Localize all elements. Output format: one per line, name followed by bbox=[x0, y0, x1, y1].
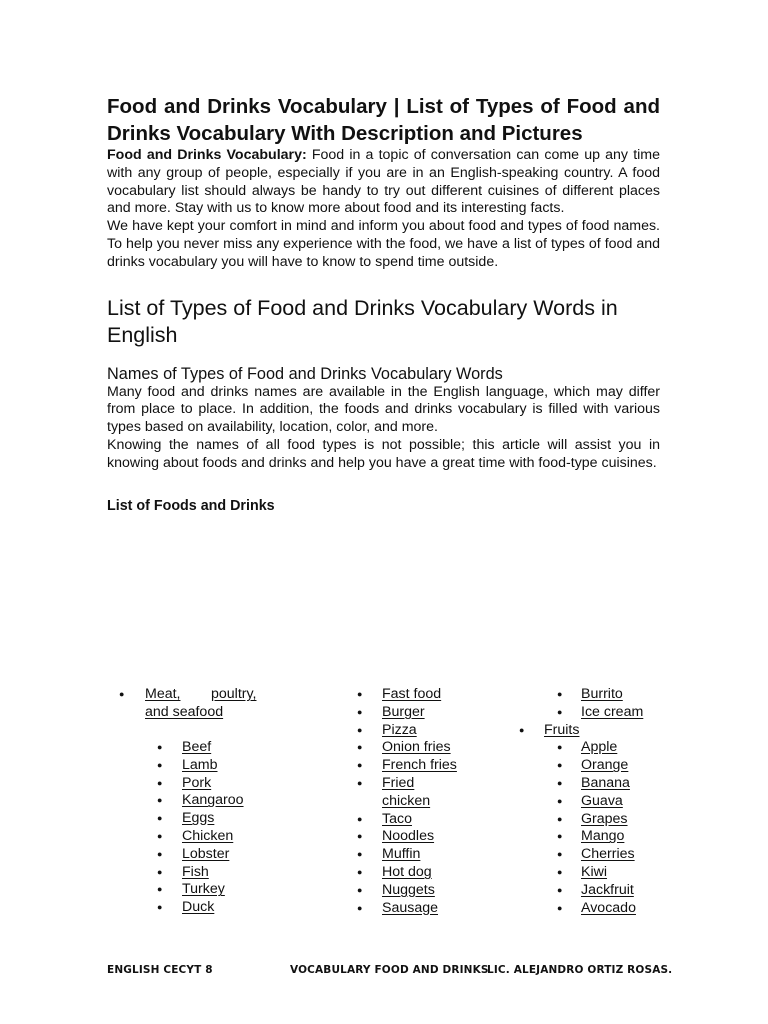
document-page bbox=[107, 93, 660, 515]
bullet-icon: ● bbox=[157, 742, 163, 752]
bullet-icon: ● bbox=[357, 884, 363, 895]
bullet-icon: ● bbox=[557, 742, 563, 753]
bullet-icon: ● bbox=[557, 778, 563, 788]
list-item bbox=[382, 757, 457, 775]
list-item bbox=[581, 811, 628, 829]
list-item bbox=[581, 828, 624, 846]
list-item bbox=[182, 864, 209, 882]
intro-text: Food in a topic of conversation can come up any time with any group of people, especially if you are in an English-speaking country. A food vocabulary list should always be handy to try out different cuisines of different places and more. Stay with us to know more about food and its interesting facts. bbox=[107, 147, 660, 217]
list-item bbox=[382, 846, 420, 864]
list-title: List of Foods and Drinks bbox=[107, 497, 275, 514]
bullet-icon: ● bbox=[357, 813, 363, 824]
bullet-icon: ● bbox=[119, 689, 125, 699]
list-link-onion-fries[interactable]: Onion fries bbox=[382, 739, 451, 756]
list-link-pizza[interactable]: Pizza bbox=[382, 721, 417, 738]
list-link-banana[interactable]: Banana bbox=[581, 775, 630, 791]
bullet-icon: ● bbox=[557, 760, 563, 771]
list-link-burger[interactable]: Burger bbox=[382, 703, 425, 720]
bullet-icon: ● bbox=[557, 831, 563, 842]
bullet-icon: ● bbox=[557, 849, 563, 860]
list-item bbox=[182, 828, 233, 846]
list-item bbox=[182, 739, 211, 757]
bullet-icon: ● bbox=[157, 866, 163, 877]
bullet-icon: ● bbox=[519, 724, 525, 735]
list-link-seafood[interactable]: and seafood bbox=[145, 703, 224, 720]
bullet-icon: ● bbox=[557, 867, 563, 877]
paragraph-comfort: We have kept your comfort in mind and inform you about food and types of food names. To help you never miss any experience with the food, we have a list of types of food and drinks vocabulary you will have to know to spend time outside. bbox=[107, 218, 660, 270]
bullet-icon: ● bbox=[157, 848, 163, 859]
list-link-burrito[interactable]: Burrito bbox=[581, 686, 623, 702]
paragraph-knowing: Knowing the names of all food types is not possible; this article will assist you in knowing about foods and drinks and help you have a great time with food-type cuisines. bbox=[107, 436, 660, 471]
list-item bbox=[145, 704, 223, 722]
list-item bbox=[211, 686, 256, 704]
list-link-muffin[interactable]: Muffin bbox=[382, 846, 421, 863]
bullet-icon: ● bbox=[357, 742, 363, 753]
list-link-fish[interactable]: Fish bbox=[182, 863, 209, 880]
list-link-french-fries[interactable]: French fries bbox=[382, 757, 457, 774]
bullet-icon: ● bbox=[157, 777, 163, 788]
list-link-jackfruit[interactable]: Jackfruit bbox=[581, 881, 634, 898]
list-link-meat[interactable]: Meat, bbox=[145, 686, 181, 702]
bullet-icon: ● bbox=[157, 831, 163, 841]
list-item bbox=[145, 686, 180, 704]
list-item bbox=[182, 881, 225, 899]
page-title: Food and Drinks Vocabulary | List of Types of Food and Drinks Vocabulary With Description and Pictures bbox=[107, 95, 660, 145]
bullet-icon: ● bbox=[557, 706, 563, 717]
footer-right: LIC. ALEJANDRO ORTIZ ROSAS. bbox=[487, 964, 673, 976]
list-item bbox=[581, 846, 635, 864]
list-link-turkey[interactable]: Turkey bbox=[182, 881, 225, 898]
list-item bbox=[581, 864, 607, 882]
bullet-icon: ● bbox=[157, 759, 163, 770]
bullet-icon: ● bbox=[557, 902, 563, 913]
bullet-icon: ● bbox=[357, 778, 363, 788]
bullet-icon: ● bbox=[357, 831, 363, 842]
list-item bbox=[581, 882, 634, 900]
footer-center: VOCABULARY FOOD AND DRINKS bbox=[290, 964, 489, 976]
list-item bbox=[382, 811, 412, 829]
list-item bbox=[182, 899, 214, 917]
bullet-icon: ● bbox=[157, 902, 163, 913]
bullet-icon: ● bbox=[357, 724, 363, 735]
list-link-eggs[interactable]: Eggs bbox=[182, 810, 215, 827]
list-item bbox=[581, 739, 617, 757]
list-item bbox=[382, 722, 417, 740]
paragraph-names: Many food and drinks names are available in the English language, which may differ from place to place. In addition, the foods and drinks vocabulary is filled with various types based on availability, location, color, and more. bbox=[107, 383, 660, 436]
list-item bbox=[382, 775, 414, 793]
list-item bbox=[382, 704, 425, 722]
list-link-nuggets[interactable]: Nuggets bbox=[382, 881, 435, 898]
list-item bbox=[581, 704, 643, 722]
list-item bbox=[182, 757, 218, 775]
list-link-guava[interactable]: Guava bbox=[581, 792, 623, 809]
list-item bbox=[182, 792, 244, 810]
list-link-cherries[interactable]: Cherries bbox=[581, 846, 635, 863]
list-link-pork[interactable]: Pork bbox=[182, 774, 212, 791]
list-item bbox=[581, 686, 623, 704]
list-item bbox=[382, 828, 434, 846]
list-link-hot-dog[interactable]: Hot dog bbox=[382, 864, 432, 880]
list-item bbox=[544, 722, 579, 740]
list-link-chicken[interactable]: Chicken bbox=[182, 828, 234, 844]
list-link-apple[interactable]: Apple bbox=[581, 739, 618, 756]
list-item bbox=[182, 846, 229, 864]
bullet-icon: ● bbox=[357, 706, 363, 717]
bullet-icon: ● bbox=[557, 813, 563, 824]
footer-left: ENGLISH CECYT 8 bbox=[107, 964, 213, 976]
list-link-lobster[interactable]: Lobster bbox=[182, 845, 230, 862]
bullet-icon: ● bbox=[357, 689, 363, 699]
bullet-icon: ● bbox=[157, 813, 163, 824]
bullet-icon: ● bbox=[357, 849, 363, 860]
list-link-mango[interactable]: Mango bbox=[581, 828, 625, 845]
list-link-sausage[interactable]: Sausage bbox=[382, 899, 439, 916]
list-link-noodles[interactable]: Noodles bbox=[382, 828, 435, 845]
list-item bbox=[581, 775, 630, 793]
list-link-fast-food[interactable]: Fast food bbox=[382, 686, 442, 702]
bullet-icon: ● bbox=[357, 902, 363, 913]
section-heading: List of Types of Food and Drinks Vocabulary Words in English bbox=[107, 295, 618, 348]
bullet-icon: ● bbox=[557, 884, 563, 895]
bullet-icon: ● bbox=[557, 689, 563, 699]
bullet-icon: ● bbox=[157, 795, 163, 806]
list-link-kiwi[interactable]: Kiwi bbox=[581, 864, 608, 880]
list-item bbox=[581, 757, 628, 775]
list-link-avocado[interactable]: Avocado bbox=[581, 899, 636, 916]
list-item bbox=[382, 739, 451, 757]
list-link-chicken[interactable]: chicken bbox=[382, 792, 431, 809]
list-link-duck[interactable]: Duck bbox=[182, 899, 215, 916]
section-subheading: Names of Types of Food and Drinks Vocabulary Words bbox=[107, 364, 503, 383]
list-item bbox=[382, 686, 441, 704]
list-item bbox=[581, 900, 636, 918]
list-item bbox=[382, 793, 430, 811]
list-link-fruits[interactable]: Fruits bbox=[544, 721, 580, 738]
bullet-icon: ● bbox=[157, 884, 163, 895]
list-item bbox=[581, 793, 623, 811]
list-link-taco[interactable]: Taco bbox=[382, 810, 412, 827]
list-link-grapes[interactable]: Grapes bbox=[581, 810, 628, 827]
list-link-lamb[interactable]: Lamb bbox=[182, 756, 218, 773]
list-item bbox=[182, 775, 211, 793]
list-link-poultry[interactable]: poultry, bbox=[211, 686, 257, 702]
intro-paragraph bbox=[107, 147, 660, 218]
bullet-icon: ● bbox=[357, 760, 363, 771]
list-item bbox=[382, 900, 438, 918]
bullet-icon: ● bbox=[357, 867, 363, 877]
list-link-orange[interactable]: Orange bbox=[581, 757, 629, 774]
list-link-kangaroo[interactable]: Kangaroo bbox=[182, 792, 244, 809]
list-item bbox=[182, 810, 214, 828]
bullet-icon: ● bbox=[557, 795, 563, 806]
list-link-fried[interactable]: Fried bbox=[382, 775, 415, 791]
list-item bbox=[382, 864, 432, 882]
intro-lead: Food and Drinks Vocabulary: bbox=[107, 147, 307, 163]
list-link-beef[interactable]: Beef bbox=[182, 739, 212, 755]
list-link-ice-cream[interactable]: Ice cream bbox=[581, 703, 644, 720]
list-item bbox=[382, 882, 435, 900]
